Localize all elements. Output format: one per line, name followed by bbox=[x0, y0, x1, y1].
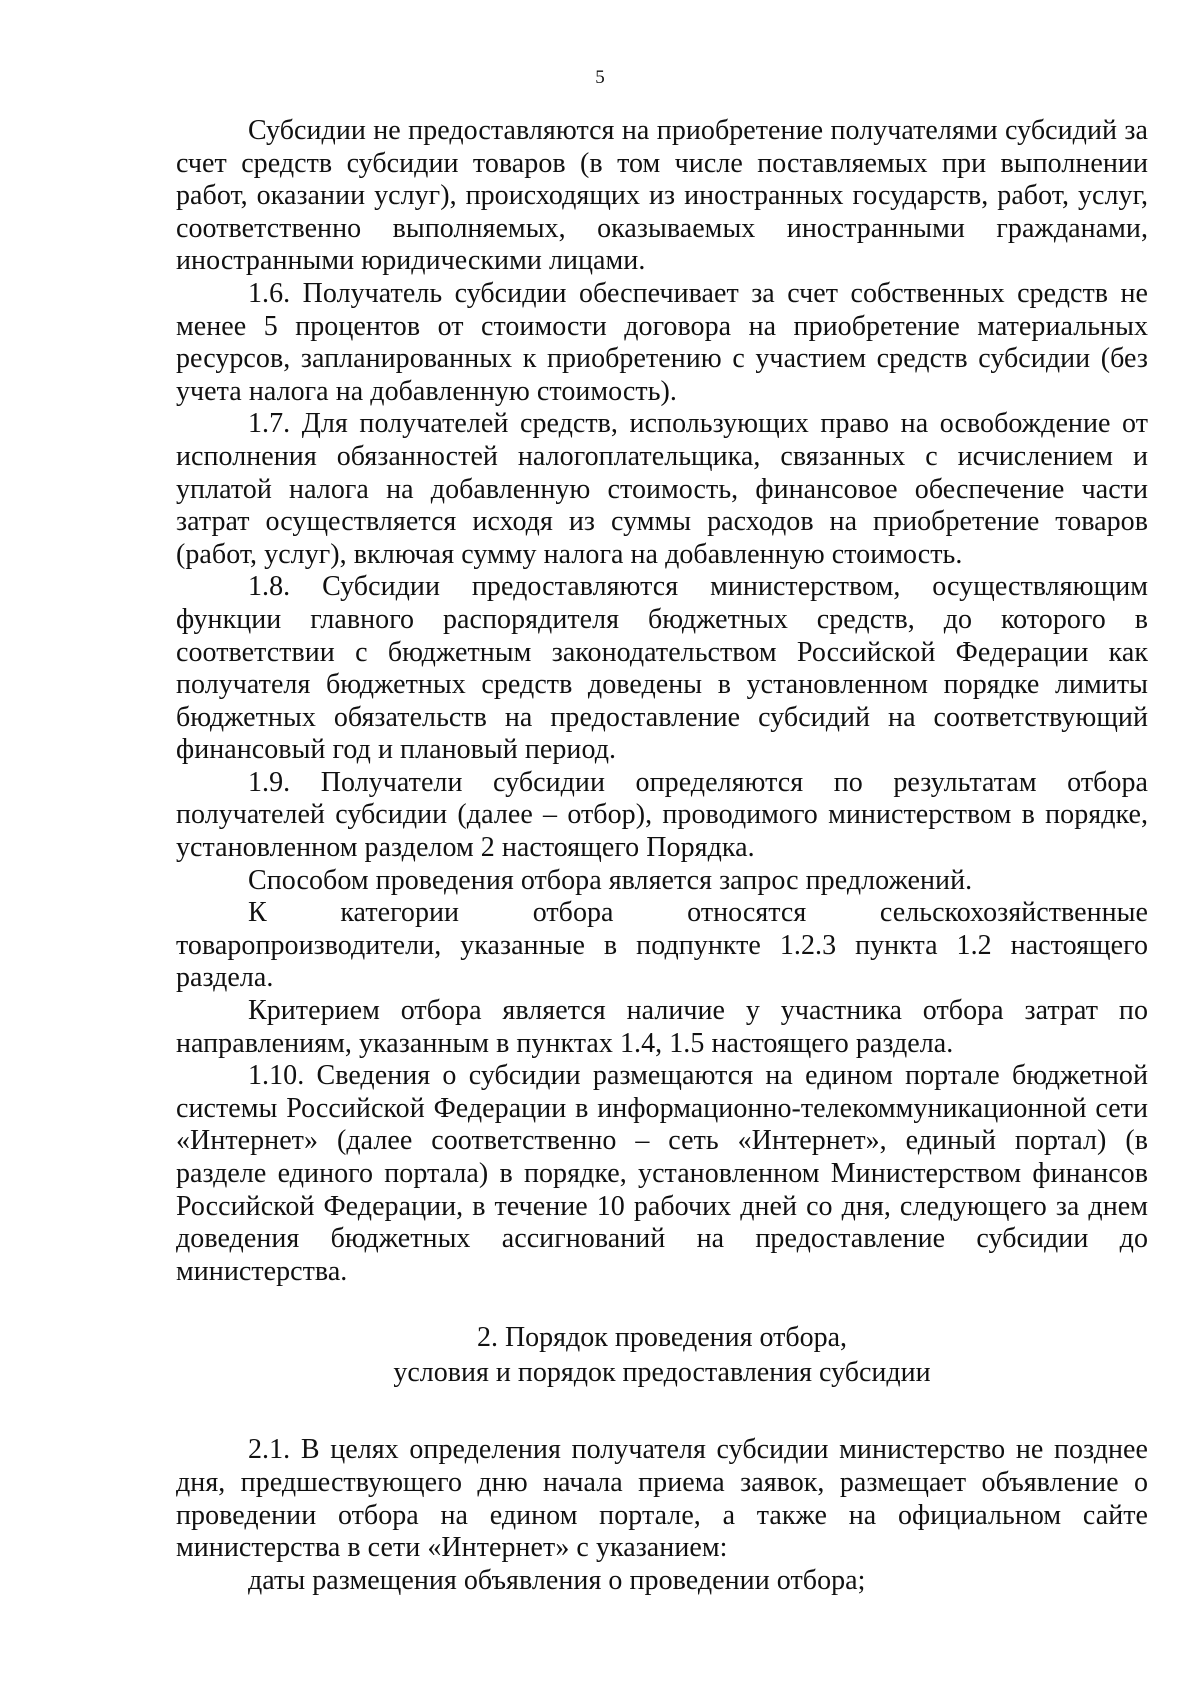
document-body bbox=[176, 115, 1148, 1597]
paragraph-selection-criterion: Критерием отбора является наличие у участника отбора затрат по направлениям, указанным в пунктах 1.4, 1.5 настоящего раздела. bbox=[176, 995, 1148, 1059]
paragraph-1-10: 1.10. Сведения о субсидии размещаются на едином портале бюджетной системы Российской Федерации в информационно-телекоммуникационной сети «Интернет» (далее соответственно – сеть «Интернет», единый портал) (в разделе единого портала) в порядке, установленном Министерством финансов Российской Федерации, в течение 10 рабочих дней со дня, следующего за днем доведения бюджетных ассигнований на предоставление субсидии до министерства. bbox=[176, 1060, 1148, 1287]
paragraph-1-9: 1.9. Получатели субсидии определяются по результатам отбора получателей субсидии (далее – отбор), проводимого министерством в порядке, установленном разделом 2 настоящего Порядка. bbox=[176, 766, 1148, 864]
paragraph-2-1: 2.1. В целях определения получателя субсидии министерство не позднее дня, предшествующего дню начала приема заявок, размещает объявление о проведении отбора на едином портале, а также на официальном сайте министерства в сети «Интернет» с указанием: bbox=[176, 1434, 1148, 1564]
paragraph-announcement-date: даты размещения объявления о проведении отбора; bbox=[248, 1564, 866, 1596]
paragraph-1-8: 1.8. Субсидии предоставляются министерством, осуществляющим функции главного распорядителя бюджетных средств, до которого в соответствии с бюджетным законодательством Российской Федерации как получателя бюджетных средств доведены в установленном порядке лимиты бюджетных обязательств на предоставление субсидий на соответствующий финансовый год и плановый период. bbox=[176, 571, 1148, 766]
paragraph-subsidy-restrictions: Субсидии не предоставляются на приобретение получателями субсидий за счет средств субсидии товаров (в том числе поставляемых при выполнении работ, оказании услуг), происходящих из иностранных государств, работ, услуг, соответственно выполняемых, оказываемых иностранными гражданами, иностранными юридическими лицами. bbox=[176, 115, 1148, 277]
paragraph-selection-method: Способом проведения отбора является запрос предложений. bbox=[248, 864, 973, 896]
section-heading bbox=[176, 1320, 1148, 1390]
section-heading-line2: условия и порядок предоставления субсидии bbox=[393, 1357, 931, 1389]
paragraph-1-6: 1.6. Получатель субсидии обеспечивает за счет собственных средств не менее 5 процентов от стоимости договора на приобретение материальных ресурсов, запланированных к приобретению с участием средств субсидии (без учета налога на добавленную стоимость). bbox=[176, 277, 1148, 407]
paragraph-selection-category: К категории отбора относятся сельскохозяйственные товаропроизводители, указанные в подпункте 1.2.3 пункта 1.2 настоящего раздела. bbox=[176, 897, 1148, 994]
paragraph-1-7: 1.7. Для получателей средств, использующих право на освобождение от исполнения обязанностей налогоплательщика, связанных с исчислением и уплатой налога на добавленную стоимость, финансовое обеспечение части затрат осуществляется исходя из суммы расходов на приобретение товаров (работ, услуг), включая сумму налога на добавленную стоимость. bbox=[176, 408, 1148, 570]
section-heading-line1: 2. Порядок проведения отбора, bbox=[476, 1322, 848, 1354]
page-number: 5 bbox=[595, 67, 605, 88]
